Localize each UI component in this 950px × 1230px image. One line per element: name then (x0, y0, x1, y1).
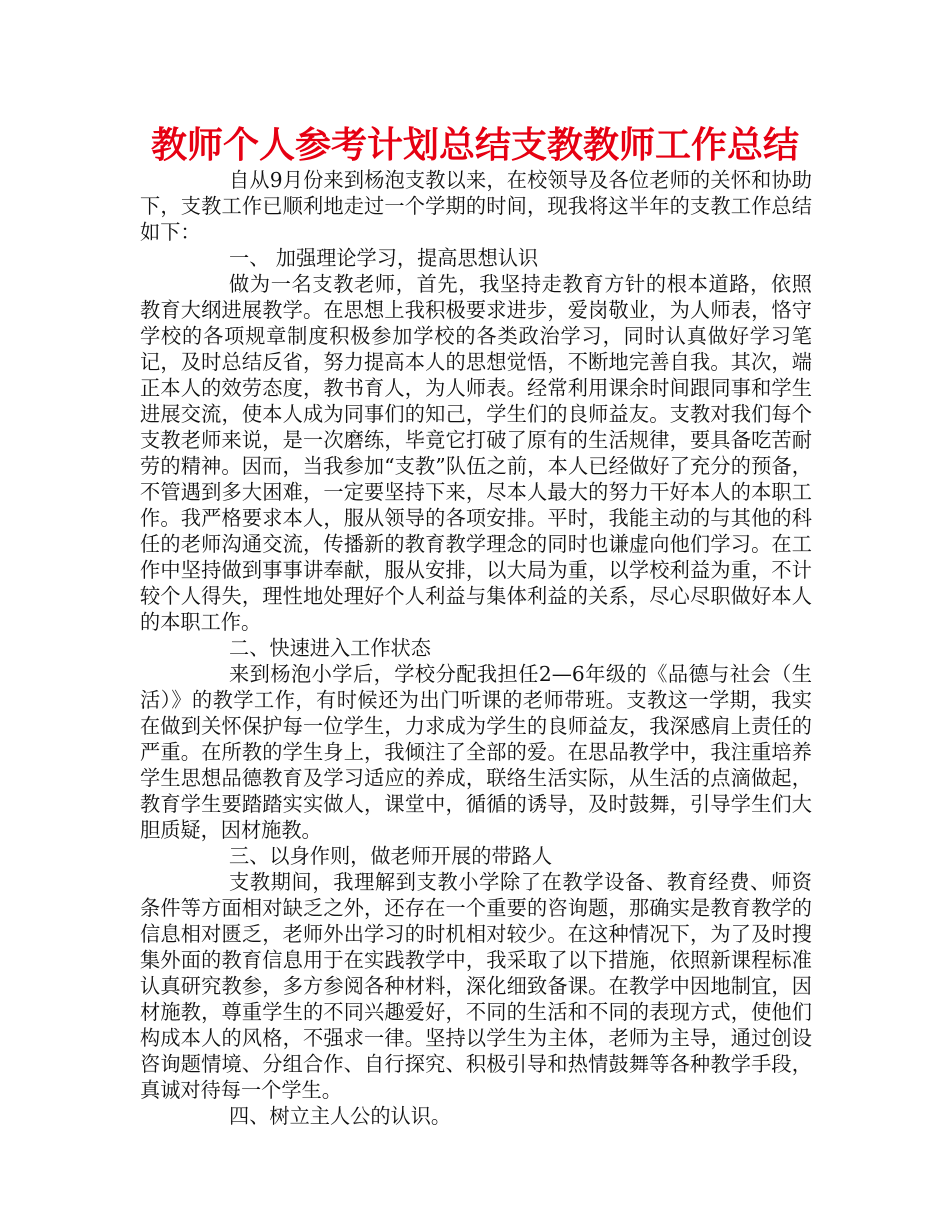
section-heading-4: 四、树立主人公的认识。 (229, 1104, 452, 1128)
section-3-paragraph: 支教期间，我理解到支教小学除了在教学设备、教育经费、师资条件等方面相对缺乏之外，还存在一个重要的咨询题，那确实是教育教学的信息相对匮乏，老师外出学习的时机相对较少。在这种情况下，为了及时搜集外面的教育信息用于在实践教学中，我采取了以下措施，依照新课程标准认真研究教参，多方参阅各种材料，深化细致备课。在教学中因地制宜，因材施教，尊重学生的不同兴趣爱好，不同的生活和不同的表现方式，使他们构成本人的风格，不强求一律。坚持以学生为主体，老师为主导，通过创设咨询题情境、分组合作、自行探究、积极引导和热情鼓舞等各种教学手段，真诚对待每一个学生。 (140, 870, 812, 1102)
intro-paragraph: 自从9月份来到杨泡支教以来，在校领导及各位老师的关怀和协助下，支教工作已顺利地走过一个学期的时间，现我将这半年的支教工作总结如下： (140, 168, 812, 244)
section-heading-2: 二、快速进入工作状态 (229, 636, 431, 660)
section-2-paragraph: 来到杨泡小学后，学校分配我担任2—6年级的《品德与社会（生活）》的教学工作，有时候还为出门听课的老师带班。支教这一学期，我实在做到关怀保护每一位学生，力求成为学生的良师益友，我深感肩上责任的严重。在所教的学生身上，我倾注了全部的爱。在思品教学中，我注重培养学生思想品德教育及学习适应的养成，联络生活实际，从生活的点滴做起，教育学生要踏踏实实做人，课堂中，循循的诱导，及时鼓舞，引导学生们大胆质疑，因材施教。 (140, 662, 812, 842)
section-heading-1: 一、 加强理论学习，提高思想认识 (229, 246, 539, 270)
document-body (140, 167, 812, 1129)
section-1-paragraph: 做为一名支教老师，首先，我坚持走教育方针的根本道路，依照教育大纲进展教学。在思想上我积极要求进步，爱岗敬业，为人师表，恪守学校的各项规章制度积极参加学校的各类政治学习，同时认真做好学习笔记，及时总结反省，努力提高本人的思想觉悟，不断地完善自我。其次，端正本人的效劳态度，教书育人，为人师表。经常利用课余时间跟同事和学生进展交流，使本人成为同事们的知己，学生们的良师益友。支教对我们每个支教老师来说，是一次磨练，毕竟它打破了原有的生活规律，要具备吃苦耐劳的精神。因而，当我参加“支教”队伍之前，本人已经做好了充分的预备，不管遇到多大困难，一定要坚持下来，尽本人最大的努力干好本人的本职工作。我严格要求本人，服从领导的各项安排。平时，我能主动的与其他的科任的老师沟通交流，传播新的教育教学理念的同时也谦虚向他们学习。在工作中坚持做到事事讲奉献，服从安排，以大局为重，以学校利益为重，不计较个人得失，理性地处理好个人利益与集体利益的关系，尽心尽职做好本人的本职工作。 (140, 272, 812, 634)
document-title: 教师个人参考计划总结支教教师工作总结 (150, 125, 799, 166)
section-heading-3: 三、以身作则，做老师开展的带路人 (229, 844, 553, 868)
